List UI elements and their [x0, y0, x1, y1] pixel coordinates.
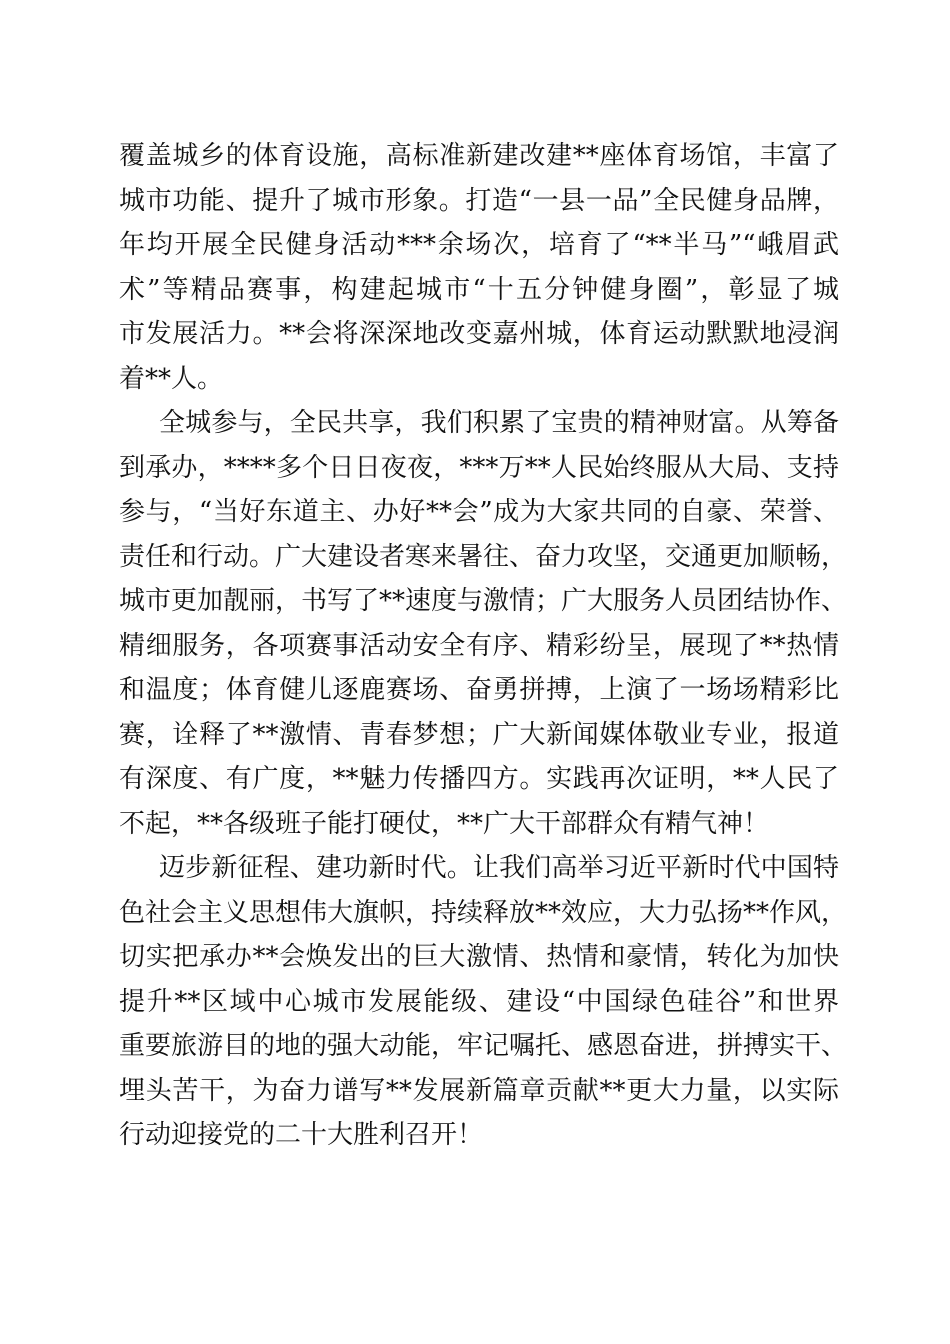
paragraph-2-line-2: 到承办，****多个日日夜夜，***万**人民始终服从大局、支持 — [119, 452, 839, 483]
paragraph-3-line-4: 提升**区域中心城市发展能级、建设“中国绿色硅谷”和世界 — [119, 986, 839, 1017]
paragraph-1-line-2: 城市功能、提升了城市形象。打造“一县一品”全民健身品牌， — [119, 185, 839, 216]
paragraph-2-line-6: 精细服务，各项赛事活动安全有序、精彩纷呈，展现了**热情 — [119, 630, 839, 661]
paragraph-2-line-9: 有深度、有广度，**魅力传播四方。实践再次证明，**人民了 — [119, 764, 839, 794]
paragraph-3-line-3: 切实把承办**会焕发出的巨大激情、热情和豪情，转化为加快 — [119, 942, 839, 972]
document-body — [119, 134, 848, 1158]
paragraph-2-line-10: 不起，**各级班子能打硬仗，**广大干部群众有精气神！ — [119, 808, 770, 839]
paragraph-2-line-1: 全城参与，全民共享，我们积累了宝贵的精神财富。从筹备 — [159, 408, 839, 438]
paragraph-2-line-7: 和温度；体育健儿逐鹿赛场、奋勇拼搏，上演了一场场精彩比 — [119, 675, 839, 705]
paragraph-3-line-6: 埋头苦干，为奋力谱写**发展新篇章贡献**更大力量，以实际 — [119, 1075, 839, 1106]
paragraph-1-line-6: 着**人。 — [119, 363, 224, 394]
paragraph-3-line-2: 色社会主义思想伟大旗帜，持续释放**效应，大力弘扬**作风， — [119, 897, 848, 928]
paragraph-1-line-4: 术”等精品赛事，构建起城市“十五分钟健身圈”，彰显了城 — [119, 274, 839, 305]
paragraph-3-line-1: 迈步新征程、建功新时代。让我们高举习近平新时代中国特 — [159, 853, 839, 883]
paragraph-3-line-7: 行动迎接党的二十大胜利召开！ — [119, 1120, 484, 1150]
paragraph-1-line-1: 覆盖城乡的体育设施，高标准新建改建**座体育场馆，丰富了 — [119, 141, 839, 171]
paragraph-2-line-5: 城市更加靓丽，书写了**速度与激情；广大服务人员团结协作、 — [119, 586, 848, 616]
paragraph-2-line-8: 赛，诠释了**激情、青春梦想；广大新闻媒体敬业专业，报道 — [119, 719, 839, 750]
paragraph-3-line-5: 重要旅游目的地的强大动能，牢记嘱托、感恩奋进，拼搏实干、 — [119, 1031, 848, 1061]
paragraph-2-line-4: 责任和行动。广大建设者寒来暑往、奋力攻坚，交通更加顺畅， — [119, 541, 848, 572]
paragraph-2-line-3: 参与，“当好东道主、办好**会”成为大家共同的自豪、荣誉、 — [119, 497, 839, 527]
paragraph-1-line-3: 年均开展全民健身活动***余场次，培育了“**半马”“峨眉武 — [119, 230, 839, 260]
paragraph-1-line-5: 市发展活力。**会将深深地改变嘉州城，体育运动默默地浸润 — [119, 319, 839, 349]
